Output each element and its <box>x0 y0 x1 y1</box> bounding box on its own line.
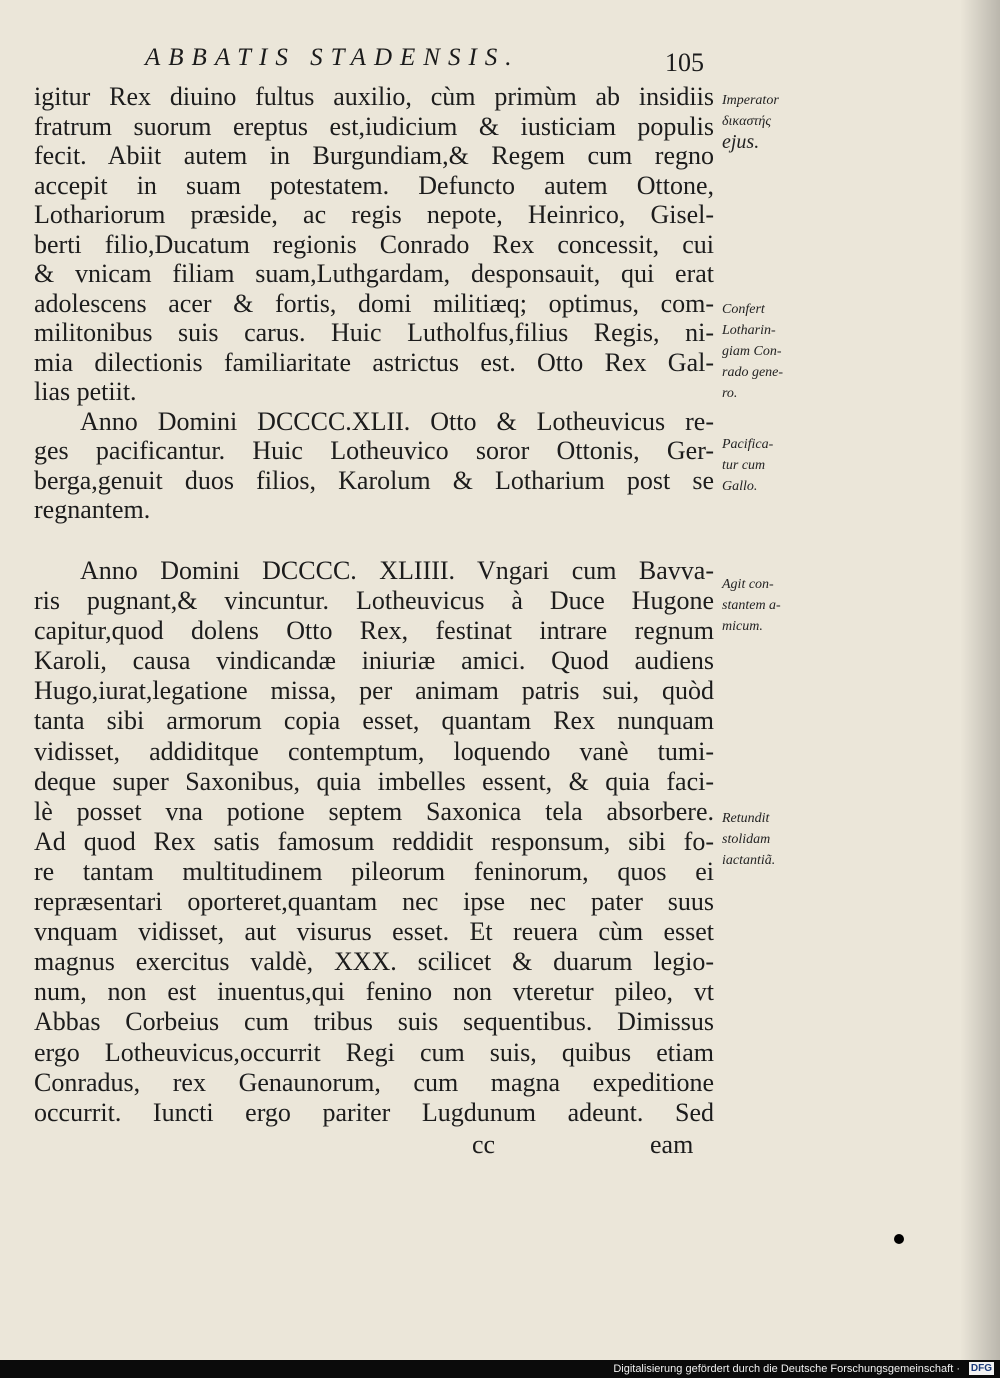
text-line: adolescens acer & fortis, domi militiæq; optimus, com- <box>34 288 714 318</box>
marginal-line: Pacifica- <box>722 437 774 452</box>
text-line: lè posset vna potione septem Saxonica tela absorbere. <box>34 796 714 826</box>
text-line: lias petiit. <box>34 377 137 406</box>
marginal-note-pacificatur <box>722 434 822 497</box>
catchword: eam <box>650 1130 694 1159</box>
text-line: Ad quod Rex satis famosum reddidit responsum, sibi fo- <box>34 826 714 856</box>
text-line: Karoli, causa vindicandæ iniuriæ amici. Quod audiens <box>34 646 714 676</box>
paragraph-2 <box>34 556 714 1128</box>
marginal-line: Lotharin- <box>722 323 776 338</box>
dfg-logo[interactable]: DFG <box>970 1363 992 1374</box>
text-line: fecit. Abiit autem in Burgundiam,& Regem cum regno <box>34 141 714 170</box>
text-line: Conradus, rex Genaunorum, cum magna expeditione <box>34 1067 714 1097</box>
marginal-line: Confert <box>722 302 765 317</box>
text-line: magnus exercitus valdè, XXX. scilicet & duarum legio- <box>34 947 714 977</box>
text-line: igitur Rex diuino fultus auxilio, cùm primùm ab insidiis <box>34 82 714 111</box>
marginal-line: Agit con- <box>722 577 774 592</box>
marginal-line: giam Con- <box>722 344 782 359</box>
text-line: & vnicam filiam suam,Luthgardam, desponsauit, qui erat <box>34 259 714 288</box>
text-line: ris pugnant,& vincuntur. Lotheuvicus à Duce Hugone <box>34 586 714 616</box>
text-line: mia dilectionis familiaritate astrictus est. Otto Rex Gal- <box>34 347 714 377</box>
text-line: repræsentari oporteret,quantam nec ipse nec pater suus <box>34 887 714 917</box>
digitization-footer <box>0 1360 1000 1378</box>
signature-mark: cc <box>472 1130 496 1159</box>
text-line: num, non est inuentus,qui fenino non vteretur pileo, vt <box>34 977 714 1007</box>
marginal-line: Gallo. <box>722 479 758 494</box>
text-line: occurrit. Iuncti ergo pariter Lugdunum adeunt. Sed <box>34 1097 714 1127</box>
marginal-line: iactantiã. <box>722 853 776 868</box>
marginal-line: stantem a- <box>722 598 781 613</box>
marginal-line: rado gene- <box>722 365 784 380</box>
marginal-line: micum. <box>722 619 763 634</box>
text-line: Lothariorum præside, ac regis nepote, Heinrico, Gisel- <box>34 200 714 229</box>
page-dot-mark <box>894 1234 904 1244</box>
text-line: ergo Lotheuvicus,occurrit Regi cum suis, quibus etiam <box>34 1037 714 1067</box>
marginal-note-confert <box>722 299 822 404</box>
marginal-note-imperator <box>722 90 822 153</box>
text-line: ges pacificantur. Huic Lotheuvico soror Ottonis, Ger- <box>34 436 714 465</box>
text-line: capitur,quod dolens Otto Rex, festinat intrare regnum <box>34 616 714 646</box>
text-line: vidisset, addiditque contemptum, loquendo vanè tumi- <box>34 736 714 766</box>
text-line: deque super Saxonibus, quia imbelles essent, & quia faci- <box>34 766 714 796</box>
paragraph-1 <box>34 82 714 525</box>
text-line: fratrum suorum ereptus est,iudicium & iusticiam populis <box>34 111 714 141</box>
text-line: Anno Domini DCCCC.XLII. Otto & Lotheuvicus re- <box>80 406 714 436</box>
marginal-line: δικαστής <box>722 114 772 129</box>
text-line: Hugo,iurat,legatione missa, per animam patris sui, quòd <box>34 676 714 706</box>
running-title: ABBATIS STADENSIS. <box>145 44 520 71</box>
text-line: vnquam vidisset, aut visurus esset. Et reuera cùm esset <box>34 917 714 947</box>
text-line: berga,genuit duos filios, Karolum & Lotharium post se <box>34 465 714 495</box>
marginal-line: ro. <box>722 386 738 401</box>
text-line: accepit in suam potestatem. Defuncto autem Ottone, <box>34 170 714 200</box>
page-number: 105 <box>665 48 704 77</box>
text-line: berti filio,Ducatum regionis Conrado Rex concessit, cui <box>34 229 714 259</box>
text-line: Anno Domini DCCCC. XLIIII. Vngari cum Bavva- <box>80 556 714 585</box>
text-line: militonibus suis carus. Huic Lutholfus,filius Regis, ni- <box>34 318 714 347</box>
marginal-note-retundit <box>722 808 822 871</box>
marginal-line: Imperator <box>722 93 779 108</box>
marginal-line: ejus. <box>722 131 760 153</box>
marginal-line: Retundit <box>722 811 770 826</box>
text-line: regnantem. <box>34 495 151 524</box>
text-line: Abbas Corbeius cum tribus suis sequentibus. Dimissus <box>34 1007 714 1037</box>
marginal-line: tur cum <box>722 458 766 473</box>
text-line: re tantam multitudinem pileorum feninorum, quos ei <box>34 856 714 886</box>
marginal-line: stolidam <box>722 832 771 847</box>
marginal-note-agit <box>722 574 822 637</box>
funding-notice: Digitalisierung gefördert durch die Deutsche Forschungsgemeinschaft · <box>613 1363 960 1375</box>
text-line: tanta sibi armorum copia esset, quantam Rex nunquam <box>34 706 714 736</box>
